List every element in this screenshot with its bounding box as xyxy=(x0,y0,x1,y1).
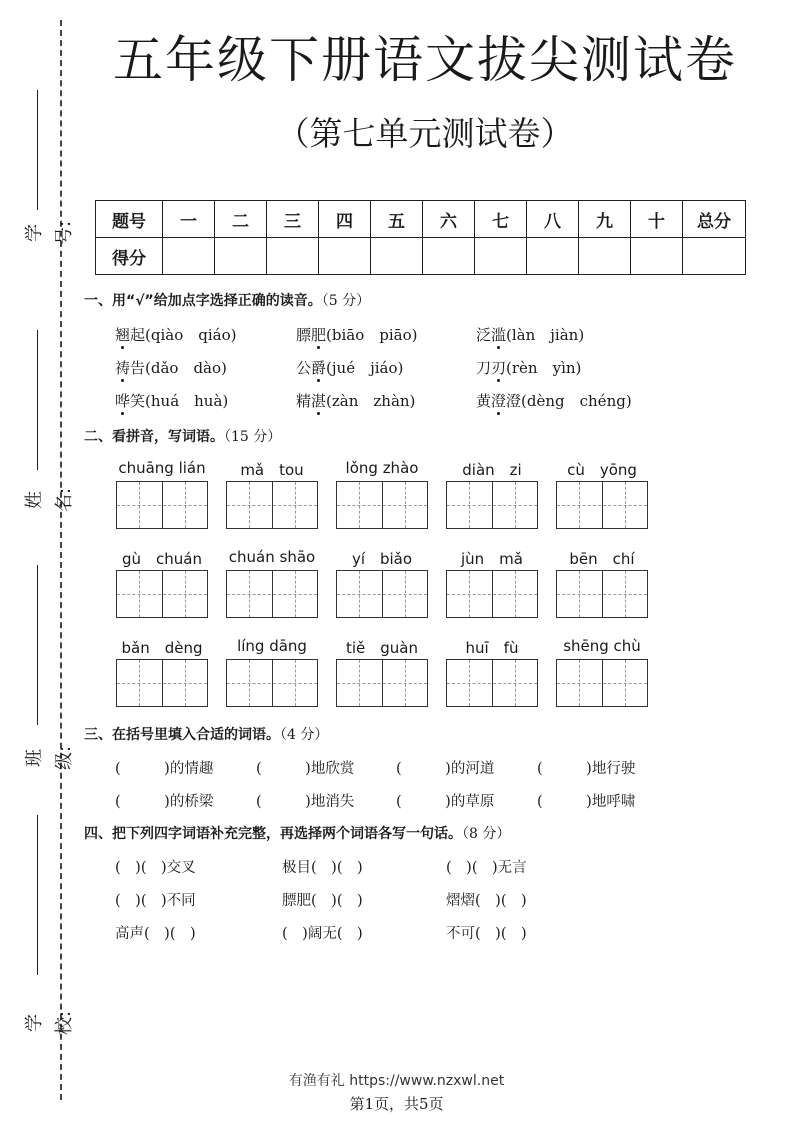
writing-box[interactable] xyxy=(226,570,318,618)
writing-box[interactable] xyxy=(336,481,428,529)
grid-guide-line xyxy=(185,482,186,528)
score-cell[interactable] xyxy=(683,238,746,275)
item-pinyin-options: 澄(dèng chéng) xyxy=(506,392,632,410)
pronunciation-item[interactable] xyxy=(296,390,415,411)
score-cell[interactable] xyxy=(423,238,475,275)
fill-in-item[interactable]: ( )的河道 xyxy=(396,761,495,777)
school-label: 学校: xyxy=(24,1010,75,1036)
dotted-character: 祷 xyxy=(115,359,131,377)
grid-guide-line xyxy=(515,660,516,706)
score-header-cell: 三 xyxy=(267,201,319,238)
item-pinyin-options: (làn jiàn) xyxy=(506,326,585,344)
pronunciation-item[interactable] xyxy=(476,390,632,411)
pronunciation-item[interactable] xyxy=(476,357,581,378)
pinyin-prompt: tiě guàn xyxy=(345,639,418,657)
fill-in-item[interactable]: ( )地欣赏 xyxy=(256,761,355,777)
grid-guide-line xyxy=(579,571,580,617)
fill-in-item[interactable]: ( )地行驶 xyxy=(537,761,636,777)
section-2-points: （15 分） xyxy=(224,429,282,445)
fill-in-item[interactable]: ( )的草原 xyxy=(396,794,495,810)
grid-guide-line xyxy=(295,660,296,706)
score-cell[interactable] xyxy=(631,238,683,275)
section-3-points: （4 分） xyxy=(280,727,329,743)
score-header-cell: 二 xyxy=(215,201,267,238)
score-table-header-row xyxy=(96,201,746,238)
score-header-cell: 十 xyxy=(631,201,683,238)
student-id-line[interactable] xyxy=(37,90,38,210)
dotted-character: 翘 xyxy=(115,326,131,344)
grid-guide-line xyxy=(492,571,493,617)
grid-guide-line xyxy=(359,482,360,528)
item-pinyin-options: (biāo piāo) xyxy=(326,326,418,344)
footer-site: 有渔有礼 https://www.nzxwl.net xyxy=(288,1073,505,1089)
grid-guide-line xyxy=(492,660,493,706)
page-subtitle: （第七单元测试卷） xyxy=(276,114,574,153)
binding-dashed-line xyxy=(60,20,62,1100)
pronunciation-item[interactable] xyxy=(115,357,227,378)
fill-in-item[interactable]: ( )地消失 xyxy=(256,794,355,810)
section-1-points: （5 分） xyxy=(321,293,371,309)
writing-box[interactable] xyxy=(446,570,538,618)
pinyin-prompt: líng dāng xyxy=(237,637,307,655)
grid-guide-line xyxy=(272,482,273,528)
writing-box[interactable] xyxy=(116,570,208,618)
pinyin-prompt: lǒng zhào xyxy=(345,459,419,477)
grid-guide-line xyxy=(249,482,250,528)
pinyin-prompt: gù chuán xyxy=(122,550,202,568)
grid-guide-line xyxy=(139,571,140,617)
item-text: 刀 xyxy=(476,359,492,377)
grid-guide-line xyxy=(579,660,580,706)
pinyin-prompt: chuāng lián xyxy=(118,459,206,477)
pronunciation-item[interactable] xyxy=(296,324,417,345)
idiom-item[interactable]: 高声( )( ) xyxy=(115,926,196,942)
grid-guide-line xyxy=(515,571,516,617)
writing-box[interactable] xyxy=(226,481,318,529)
school-line[interactable] xyxy=(37,815,38,975)
grid-guide-line xyxy=(405,660,406,706)
pronunciation-item[interactable] xyxy=(296,357,403,378)
fill-in-item[interactable]: ( )的桥梁 xyxy=(115,794,214,810)
dotted-character: 爵 xyxy=(311,359,327,377)
score-header-cell: 四 xyxy=(319,201,371,238)
pronunciation-item[interactable] xyxy=(115,390,228,411)
grid-guide-line xyxy=(469,571,470,617)
section-4-title: 四、把下列四字词语补充完整，再选择两个词语各写一句话。 xyxy=(84,826,462,842)
writing-box[interactable] xyxy=(556,659,648,707)
grid-guide-line xyxy=(295,571,296,617)
idiom-item[interactable]: ( )( )交叉 xyxy=(115,860,196,876)
grid-guide-line xyxy=(382,482,383,528)
dotted-character: 哗 xyxy=(115,392,131,410)
idiom-item[interactable]: 不可( )( ) xyxy=(446,926,527,942)
grid-guide-line xyxy=(139,482,140,528)
grid-guide-line xyxy=(249,571,250,617)
idiom-item[interactable]: ( )( )无言 xyxy=(446,860,527,876)
pinyin-prompt: bǎn dèng xyxy=(121,639,203,657)
writing-box[interactable] xyxy=(116,481,208,529)
score-header-cell: 总分 xyxy=(683,201,746,238)
writing-box[interactable] xyxy=(226,659,318,707)
idiom-item[interactable]: ( )阔无( ) xyxy=(282,926,363,942)
grid-guide-line xyxy=(625,571,626,617)
grid-guide-line xyxy=(162,482,163,528)
grid-guide-line xyxy=(162,660,163,706)
score-cell[interactable] xyxy=(527,238,579,275)
item-pinyin-options: (jué jiáo) xyxy=(326,359,404,377)
grid-guide-line xyxy=(602,482,603,528)
score-cell[interactable] xyxy=(319,238,371,275)
pinyin-prompt: diàn zi xyxy=(462,461,522,479)
grid-guide-line xyxy=(405,571,406,617)
grid-guide-line xyxy=(625,660,626,706)
score-cell[interactable] xyxy=(267,238,319,275)
pronunciation-item[interactable] xyxy=(476,324,584,345)
grid-guide-line xyxy=(492,482,493,528)
section-3-heading xyxy=(84,724,328,744)
writing-box[interactable] xyxy=(336,659,428,707)
section-1-heading xyxy=(84,290,370,310)
grid-guide-line xyxy=(162,571,163,617)
score-header-cell: 九 xyxy=(579,201,631,238)
score-table xyxy=(95,200,746,275)
score-header-cell: 题号 xyxy=(96,201,163,238)
grid-guide-line xyxy=(469,660,470,706)
grid-guide-line xyxy=(405,482,406,528)
score-cell[interactable] xyxy=(215,238,267,275)
score-header-cell: 六 xyxy=(423,201,475,238)
section-2-heading xyxy=(84,426,281,446)
grid-guide-line xyxy=(185,571,186,617)
idiom-item[interactable]: 膘肥( )( ) xyxy=(282,893,363,909)
grid-guide-line xyxy=(469,482,470,528)
grid-guide-line xyxy=(185,660,186,706)
footer-page-number: 第1页，共5页 xyxy=(349,1095,444,1113)
grid-guide-line xyxy=(359,660,360,706)
score-cell[interactable] xyxy=(579,238,631,275)
item-pinyin-options: (rèn yìn) xyxy=(506,359,582,377)
score-header-cell: 七 xyxy=(475,201,527,238)
writing-box[interactable] xyxy=(336,570,428,618)
item-pinyin-options: 起(qiào qiáo) xyxy=(130,326,237,344)
pinyin-prompt: shēng chù xyxy=(563,637,641,655)
grid-guide-line xyxy=(382,571,383,617)
writing-box[interactable] xyxy=(446,481,538,529)
score-header-cell: 一 xyxy=(163,201,215,238)
grid-guide-line xyxy=(249,660,250,706)
section-2-title: 二、看拼音，写词语。 xyxy=(84,429,224,445)
student-name-label: 姓名: xyxy=(24,487,75,513)
pinyin-prompt: chuán shāo xyxy=(228,548,316,566)
grid-guide-line xyxy=(602,660,603,706)
idiom-item[interactable]: ( )( )不同 xyxy=(115,893,196,909)
item-text: 精 xyxy=(296,392,312,410)
item-pinyin-options: 告(dǎo dào) xyxy=(130,359,227,377)
grid-guide-line xyxy=(602,571,603,617)
score-row-label: 得分 xyxy=(96,238,163,275)
item-text: 膘 xyxy=(296,326,312,344)
fill-in-item[interactable]: ( )的情趣 xyxy=(115,761,214,777)
dotted-character: 湛 xyxy=(311,392,327,410)
score-table-score-row xyxy=(96,238,746,275)
item-pinyin-options: (zàn zhàn) xyxy=(326,392,416,410)
writing-box[interactable] xyxy=(446,659,538,707)
section-4-points: （8 分） xyxy=(462,826,511,842)
student-id-label: 学号: xyxy=(24,220,75,246)
grid-guide-line xyxy=(295,482,296,528)
grid-guide-line xyxy=(382,660,383,706)
dotted-character: 澄 xyxy=(491,392,507,410)
pinyin-prompt: huī fù xyxy=(465,639,519,657)
writing-box[interactable] xyxy=(116,659,208,707)
section-4-heading xyxy=(84,823,510,843)
grid-guide-line xyxy=(272,571,273,617)
pinyin-prompt: jùn mǎ xyxy=(461,550,523,568)
grid-guide-line xyxy=(515,482,516,528)
grid-guide-line xyxy=(359,571,360,617)
idiom-item[interactable]: 熠熠( )( ) xyxy=(446,893,527,909)
grid-guide-line xyxy=(579,482,580,528)
pinyin-prompt: mǎ tou xyxy=(240,461,304,479)
section-3-title: 三、在括号里填入合适的词语。 xyxy=(84,727,280,743)
score-header-cell: 八 xyxy=(527,201,579,238)
item-text: 泛 xyxy=(476,326,492,344)
dotted-character: 肥 xyxy=(311,326,327,344)
score-cell[interactable] xyxy=(371,238,423,275)
writing-box[interactable] xyxy=(556,481,648,529)
score-cell[interactable] xyxy=(163,238,215,275)
item-pinyin-options: 笑(huá huà) xyxy=(130,392,229,410)
grid-guide-line xyxy=(272,660,273,706)
idiom-item[interactable]: 极目( )( ) xyxy=(282,860,363,876)
grid-guide-line xyxy=(139,660,140,706)
class-line[interactable] xyxy=(37,565,38,725)
page-title: 五年级下册语文拔尖测试卷 xyxy=(113,31,737,89)
score-cell[interactable] xyxy=(475,238,527,275)
score-header-cell: 五 xyxy=(371,201,423,238)
dotted-character: 刃 xyxy=(491,359,507,377)
pinyin-prompt: yí biǎo xyxy=(351,550,413,568)
grid-guide-line xyxy=(625,482,626,528)
section-1-title: 一、用“√”给加点字选择正确的读音。 xyxy=(84,293,322,309)
pronunciation-item[interactable] xyxy=(115,324,236,345)
student-name-line[interactable] xyxy=(37,330,38,470)
item-text: 黄 xyxy=(476,392,492,410)
pinyin-prompt: bēn chí xyxy=(569,550,635,568)
pinyin-prompt: cù yōng xyxy=(567,461,637,479)
writing-box[interactable] xyxy=(556,570,648,618)
dotted-character: 滥 xyxy=(491,326,507,344)
item-text: 公 xyxy=(296,359,312,377)
fill-in-item[interactable]: ( )地呼啸 xyxy=(537,794,636,810)
class-label: 班级: xyxy=(24,745,75,771)
